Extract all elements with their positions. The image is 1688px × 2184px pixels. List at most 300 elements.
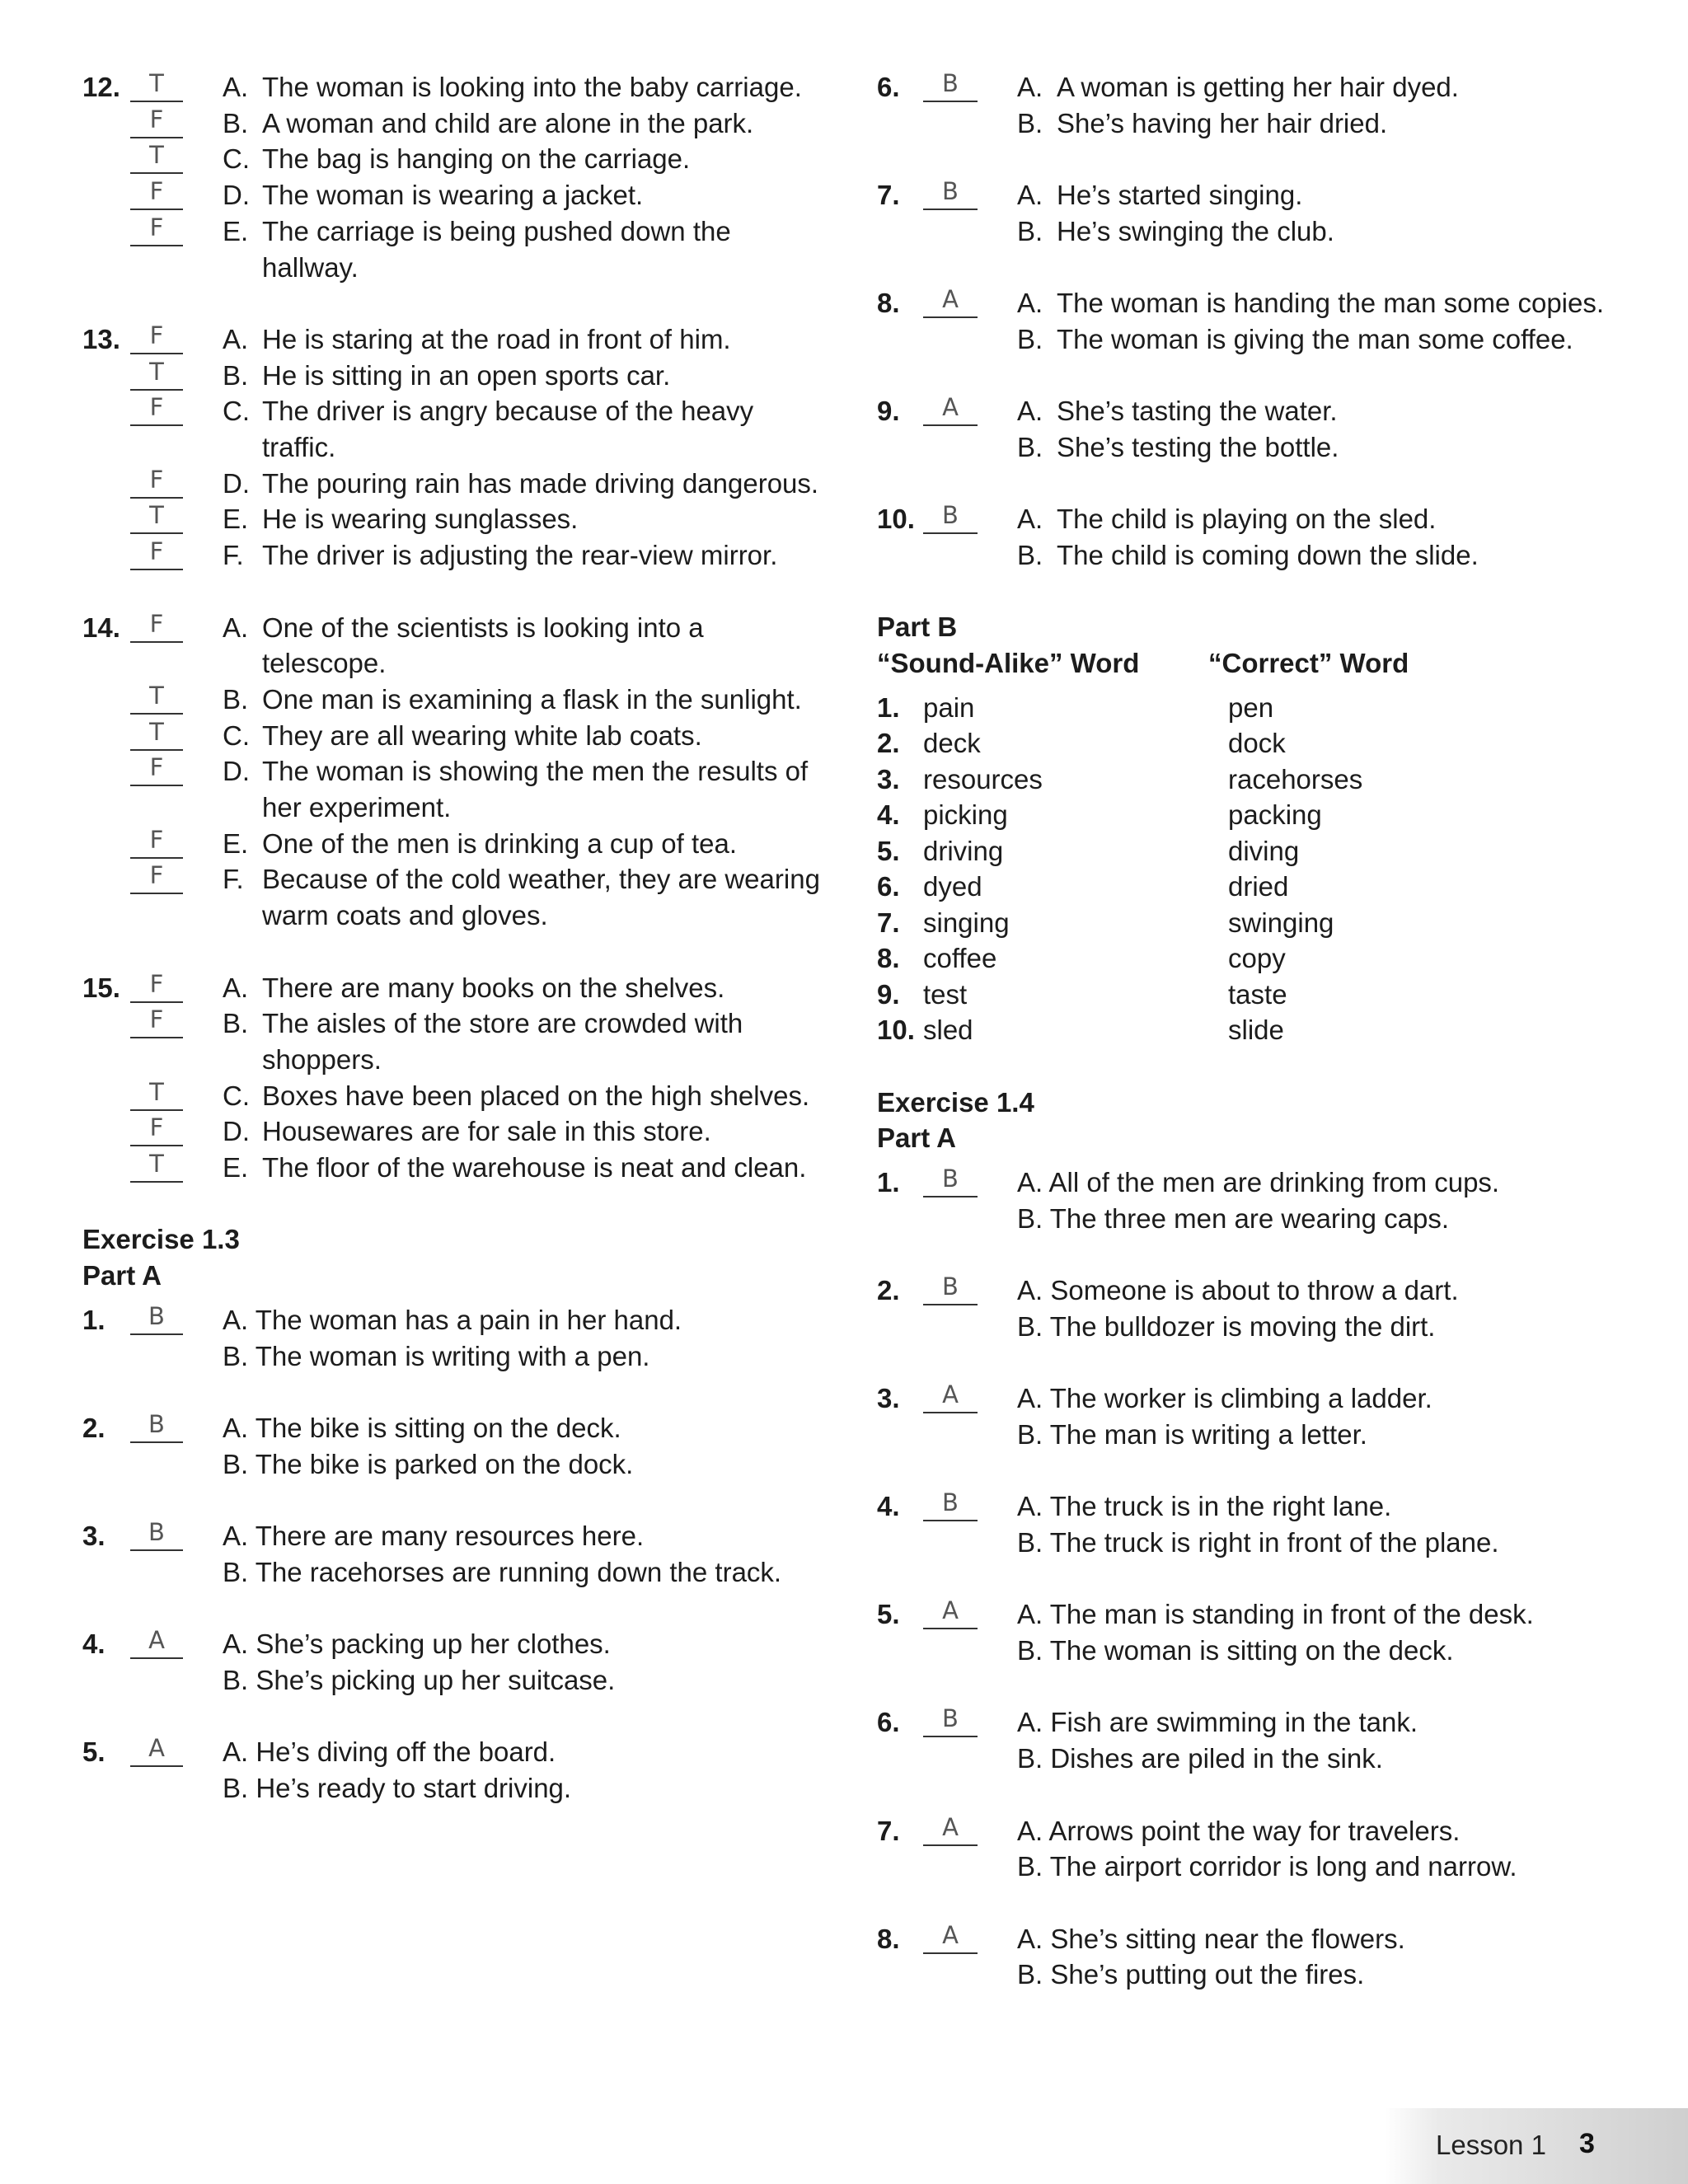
sound-alike-word: driving xyxy=(923,835,1004,866)
question-number: 4. xyxy=(877,1491,900,1522)
answer-blank: F xyxy=(130,393,183,426)
row-number: 1. xyxy=(877,691,900,723)
table-row xyxy=(877,833,1652,869)
option xyxy=(1017,69,1652,105)
option-row xyxy=(877,429,1652,466)
statement-text: Boxes have been placed on the high shelves. xyxy=(262,1080,810,1111)
statement xyxy=(223,1113,824,1150)
statement-text: The carriage is being pushed down the hallway. xyxy=(262,215,731,283)
statement-text: He is sitting in an open sports car. xyxy=(262,359,671,391)
option-letter: B. xyxy=(1017,540,1043,571)
option-row xyxy=(877,1488,1652,1525)
option-letter: A. xyxy=(1017,504,1043,535)
table-row xyxy=(877,1012,1652,1048)
question-number: 3. xyxy=(82,1521,106,1552)
option-row xyxy=(877,1165,1652,1201)
option xyxy=(1017,177,1652,213)
statement xyxy=(223,682,824,718)
option-row xyxy=(82,1734,824,1770)
option xyxy=(1017,1813,1652,1849)
question-block xyxy=(877,285,1652,357)
table-row xyxy=(877,869,1652,905)
correct-word: pen xyxy=(1228,691,1274,723)
answer-row xyxy=(82,1005,824,1077)
option-text: B. The truck is right in front of the plane. xyxy=(1017,1526,1499,1558)
answer-row xyxy=(82,69,824,105)
option-text: B. She’s putting out the fires. xyxy=(1017,1959,1365,1990)
option-letter: B. xyxy=(1017,215,1043,246)
statement-text: They are all wearing white lab coats. xyxy=(262,719,702,751)
row-number: 4. xyxy=(877,799,900,831)
answer-blank: A xyxy=(923,393,978,426)
statement xyxy=(223,466,824,502)
question-block xyxy=(877,1488,1652,1560)
option xyxy=(1017,1488,1652,1525)
option-row xyxy=(877,1309,1652,1345)
option-row xyxy=(877,1633,1652,1669)
answer-row xyxy=(82,321,824,358)
option-text: B. She’s picking up her suitcase. xyxy=(223,1664,616,1695)
row-number: 2. xyxy=(877,728,900,759)
answer-row xyxy=(82,610,824,682)
answer-row xyxy=(82,1113,824,1150)
option-row xyxy=(82,1302,824,1338)
option xyxy=(223,1626,824,1662)
statement xyxy=(223,141,824,177)
sound-alike-word: singing xyxy=(923,907,1010,938)
answer-row xyxy=(82,682,824,718)
option-row xyxy=(877,1417,1652,1453)
question-block xyxy=(82,1518,824,1590)
option xyxy=(1017,1309,1652,1345)
correct-word: racehorses xyxy=(1228,763,1363,794)
statement-text: The woman is wearing a jacket. xyxy=(262,180,644,211)
option-row xyxy=(877,393,1652,429)
answer-row xyxy=(82,213,824,285)
question-number: 6. xyxy=(877,72,900,102)
option-row xyxy=(82,1446,824,1483)
option xyxy=(1017,429,1652,466)
statement xyxy=(223,537,824,574)
question-block xyxy=(877,1272,1652,1344)
option-row xyxy=(877,69,1652,105)
option-row xyxy=(877,285,1652,321)
part-b-header xyxy=(877,645,1652,682)
answer-blank: F xyxy=(130,321,183,354)
option-text: A. There are many resources here. xyxy=(223,1521,645,1552)
question-number: 15. xyxy=(82,972,120,1003)
option-row xyxy=(877,501,1652,537)
sound-alike-word: coffee xyxy=(923,943,997,974)
question-number: 9. xyxy=(877,396,900,427)
option xyxy=(223,1446,824,1483)
question-block xyxy=(877,393,1652,465)
option-letter: D. xyxy=(223,1116,250,1147)
option xyxy=(1017,393,1652,429)
option-row xyxy=(877,1380,1652,1417)
option-letter: D. xyxy=(223,180,250,211)
answer-row xyxy=(82,1078,824,1114)
option-text: A. Fish are swimming in the tank. xyxy=(1017,1707,1418,1738)
correct-word: slide xyxy=(1228,1015,1284,1046)
option-text: B. The bulldozer is moving the dirt. xyxy=(1017,1310,1436,1342)
option xyxy=(1017,1380,1652,1417)
question-block xyxy=(82,1410,824,1482)
option-letter: E. xyxy=(223,1152,249,1183)
answer-row xyxy=(82,358,824,394)
correct-word: copy xyxy=(1228,943,1286,974)
statement xyxy=(223,826,824,862)
answer-row xyxy=(82,826,824,862)
option xyxy=(1017,537,1652,574)
option-row xyxy=(82,1662,824,1699)
correct-word: swinging xyxy=(1228,907,1334,938)
statement-text: Housewares are for sale in this store. xyxy=(262,1116,711,1147)
statement-text: The driver is angry because of the heavy traffic. xyxy=(262,396,754,463)
sound-alike-word: pain xyxy=(923,691,975,723)
answer-row xyxy=(82,177,824,213)
option xyxy=(223,1410,824,1446)
option-letter: A. xyxy=(1017,72,1043,102)
option xyxy=(1017,1633,1652,1669)
statement-text: The driver is adjusting the rear-view mirror. xyxy=(262,540,778,571)
statement-text: Because of the cold weather, they are wearing warm coats and gloves. xyxy=(262,864,820,931)
table-row xyxy=(877,762,1652,798)
statement-text: There are many books on the shelves. xyxy=(262,972,725,1003)
option-letter: A. xyxy=(223,972,249,1003)
exercise-1-3-title: Exercise 1.3 xyxy=(82,1224,240,1255)
option xyxy=(223,1734,824,1770)
answer-blank: A xyxy=(923,1813,978,1846)
option xyxy=(1017,285,1652,321)
answer-blank: A xyxy=(923,285,978,318)
statement xyxy=(223,1005,824,1077)
option-letter: B. xyxy=(1017,323,1043,354)
option-row xyxy=(877,1849,1652,1885)
option xyxy=(223,1302,824,1338)
page-number: 3 xyxy=(1579,2128,1595,2159)
question-block xyxy=(877,177,1652,249)
answer-blank: B xyxy=(923,69,978,102)
right-column xyxy=(877,69,1652,1993)
option-row xyxy=(877,321,1652,358)
option-letter: A. xyxy=(1017,180,1043,211)
option-text: He’s swinging the club. xyxy=(1057,215,1334,246)
statement xyxy=(223,177,824,213)
option-letter: E. xyxy=(223,504,249,535)
statement-text: One of the men is drinking a cup of tea. xyxy=(262,827,738,859)
option-text: B. The bike is parked on the dock. xyxy=(223,1448,634,1479)
option-letter: B. xyxy=(223,107,249,138)
question-block xyxy=(877,1596,1652,1668)
row-number: 3. xyxy=(877,763,900,794)
question-block xyxy=(877,1165,1652,1236)
option-row xyxy=(82,1518,824,1554)
answer-row xyxy=(82,1150,824,1186)
answer-row xyxy=(82,537,824,574)
question-block xyxy=(877,1380,1652,1452)
row-number: 6. xyxy=(877,871,900,902)
option xyxy=(1017,105,1652,142)
option-text: A. He’s diving off the board. xyxy=(223,1736,556,1768)
option-letter: C. xyxy=(223,143,250,175)
answer-row xyxy=(82,718,824,754)
answer-blank: A xyxy=(923,1596,978,1629)
option xyxy=(1017,321,1652,358)
answer-blank: F xyxy=(130,826,183,859)
part-b-title: Part B xyxy=(877,612,958,643)
answer-blank: A xyxy=(130,1734,183,1767)
answer-row xyxy=(82,970,824,1006)
option-row xyxy=(877,1741,1652,1777)
option-letter: B. xyxy=(1017,431,1043,462)
statement-text: One of the scientists is looking into a telescope. xyxy=(262,612,704,679)
answer-blank: F xyxy=(130,105,183,138)
option-text: She’s testing the bottle. xyxy=(1057,431,1339,462)
sound-alike-word: resources xyxy=(923,763,1043,794)
row-number: 8. xyxy=(877,943,900,974)
statement xyxy=(223,358,824,394)
answer-row xyxy=(82,105,824,142)
answer-blank: F xyxy=(130,537,183,570)
question-block xyxy=(877,1921,1652,1993)
answer-blank: B xyxy=(923,501,978,534)
option-letter: A. xyxy=(223,612,249,643)
option-row xyxy=(82,1626,824,1662)
option-text: She’s having her hair dried. xyxy=(1057,107,1388,138)
option-row xyxy=(877,1272,1652,1309)
statement-text: He is wearing sunglasses. xyxy=(262,504,579,535)
option-text: A. She’s packing up her clothes. xyxy=(223,1629,611,1660)
option-text: B. He’s ready to start driving. xyxy=(223,1772,572,1803)
correct-word-header: “Correct” Word xyxy=(1208,648,1409,679)
question-number: 1. xyxy=(82,1304,106,1335)
correct-word: packing xyxy=(1228,799,1322,831)
statement xyxy=(223,970,824,1006)
option xyxy=(1017,1272,1652,1309)
question-block xyxy=(877,1813,1652,1885)
lesson-label: Lesson 1 xyxy=(1436,2130,1546,2160)
option-letter: F. xyxy=(223,540,244,571)
sound-alike-word: dyed xyxy=(923,871,982,902)
answer-blank: T xyxy=(130,1150,183,1183)
answer-blank: T xyxy=(130,69,183,102)
answer-blank: F xyxy=(130,861,183,894)
row-number: 7. xyxy=(877,907,900,938)
option-text: A. The woman has a pain in her hand. xyxy=(223,1304,682,1335)
true-false-section xyxy=(82,69,824,1186)
option xyxy=(1017,1165,1652,1201)
option-row xyxy=(82,1410,824,1446)
ab-questions-section xyxy=(877,69,1652,574)
table-row xyxy=(877,725,1652,762)
option-text: A. All of the men are drinking from cups. xyxy=(1017,1166,1500,1197)
answer-row xyxy=(82,861,824,933)
option xyxy=(223,1338,824,1375)
statement xyxy=(223,753,824,825)
row-number: 10. xyxy=(877,1015,915,1046)
question-number: 8. xyxy=(877,1923,900,1954)
option-row xyxy=(877,1704,1652,1741)
statement-text: The woman is looking into the baby carriage. xyxy=(262,72,802,102)
option-row xyxy=(877,213,1652,250)
exercise-1-3-questions xyxy=(82,1302,824,1807)
option-letter: A. xyxy=(1017,396,1043,427)
option-row xyxy=(82,1554,824,1591)
option-row xyxy=(82,1770,824,1807)
option xyxy=(1017,1704,1652,1741)
statement-text: The bag is hanging on the carriage. xyxy=(262,143,691,175)
option-text: A. The bike is sitting on the deck. xyxy=(223,1412,621,1443)
answer-blank: T xyxy=(130,1078,183,1111)
sound-alike-header: “Sound-Alike” Word xyxy=(877,648,1140,679)
answer-row xyxy=(82,501,824,537)
answer-row xyxy=(82,393,824,465)
sound-alike-word: test xyxy=(923,978,968,1010)
option-row xyxy=(877,1813,1652,1849)
option-letter: F. xyxy=(223,864,244,895)
answer-blank: F xyxy=(130,466,183,499)
statement xyxy=(223,393,824,465)
answer-blank: T xyxy=(130,682,183,715)
page-footer xyxy=(1385,2108,1688,2184)
option-letter: E. xyxy=(223,215,249,246)
answer-row xyxy=(82,753,824,825)
option-text: The woman is handing the man some copies. xyxy=(1057,288,1605,319)
option-letter: B. xyxy=(1017,107,1043,138)
option xyxy=(1017,1921,1652,1957)
option xyxy=(1017,1417,1652,1453)
question-block xyxy=(82,1302,824,1374)
statement xyxy=(223,105,824,142)
correct-word: dock xyxy=(1228,728,1286,759)
option xyxy=(1017,1849,1652,1885)
answer-blank: B xyxy=(130,1410,183,1443)
question-block xyxy=(877,1704,1652,1776)
exercise-1-4-part-a: Part A xyxy=(877,1122,956,1154)
answer-blank: F xyxy=(130,753,183,786)
answer-blank: T xyxy=(130,358,183,391)
answer-blank: F xyxy=(130,1113,183,1146)
answer-blank: B xyxy=(923,1488,978,1521)
statement xyxy=(223,718,824,754)
row-number: 5. xyxy=(877,835,900,866)
answer-blank: F xyxy=(130,213,183,246)
answer-blank: B xyxy=(130,1302,183,1335)
option xyxy=(1017,1957,1652,1993)
option-row xyxy=(877,1957,1652,1993)
question-number: 6. xyxy=(877,1707,900,1738)
option-text: A. The man is standing in front of the desk. xyxy=(1017,1599,1534,1630)
answer-blank: T xyxy=(130,501,183,534)
question-number: 14. xyxy=(82,612,120,643)
question-block xyxy=(82,321,824,574)
option-text: The child is coming down the slide. xyxy=(1057,540,1479,571)
option-letter: B. xyxy=(223,683,249,715)
option-letter: A. xyxy=(223,323,249,354)
option xyxy=(1017,213,1652,250)
statement xyxy=(223,501,824,537)
option-text: B. Dishes are piled in the sink. xyxy=(1017,1743,1383,1774)
statement xyxy=(223,1150,824,1186)
option-text: B. The racehorses are running down the track. xyxy=(223,1556,782,1587)
answer-blank: F xyxy=(130,177,183,210)
option-letter: C. xyxy=(223,396,250,427)
question-block xyxy=(82,970,824,1186)
question-block xyxy=(877,69,1652,141)
question-number: 12. xyxy=(82,72,120,102)
option-text: A. Someone is about to throw a dart. xyxy=(1017,1275,1459,1306)
option-text: A woman is getting her hair dyed. xyxy=(1057,72,1459,102)
answer-blank: A xyxy=(923,1380,978,1413)
question-number: 1. xyxy=(877,1166,900,1197)
statement xyxy=(223,1078,824,1114)
statement xyxy=(223,321,824,358)
sound-alike-table xyxy=(877,690,1652,1048)
option xyxy=(223,1770,824,1807)
sound-alike-word: picking xyxy=(923,799,1008,831)
option-letter: D. xyxy=(223,467,250,499)
question-number: 7. xyxy=(877,1815,900,1846)
question-block xyxy=(82,69,824,285)
option-letter: C. xyxy=(223,719,250,751)
table-row xyxy=(877,905,1652,941)
option-row xyxy=(877,1201,1652,1237)
answer-blank: T xyxy=(130,141,183,174)
question-number: 5. xyxy=(877,1599,900,1630)
question-number: 7. xyxy=(877,180,900,211)
option-row xyxy=(877,1525,1652,1561)
option xyxy=(1017,1596,1652,1633)
answer-row xyxy=(82,466,824,502)
option-text: B. The woman is writing with a pen. xyxy=(223,1340,650,1371)
statement xyxy=(223,861,824,933)
option-letter: B. xyxy=(223,1008,249,1039)
correct-word: taste xyxy=(1228,978,1287,1010)
option-row xyxy=(877,537,1652,574)
option-row xyxy=(877,177,1652,213)
table-row xyxy=(877,940,1652,977)
option-text: B. The airport corridor is long and narrow. xyxy=(1017,1851,1517,1882)
question-number: 8. xyxy=(877,288,900,319)
option-row xyxy=(877,1921,1652,1957)
question-block xyxy=(82,610,824,934)
option-text: A. The truck is in the right lane. xyxy=(1017,1491,1392,1522)
statement-text: The aisles of the store are crowded with shoppers. xyxy=(262,1008,743,1075)
question-number: 3. xyxy=(877,1383,900,1414)
statement-text: The woman is showing the men the results of her experiment. xyxy=(262,756,809,823)
correct-word: dried xyxy=(1228,871,1289,902)
question-number: 4. xyxy=(82,1629,106,1660)
answer-blank: B xyxy=(923,177,978,210)
statement-text: One man is examining a flask in the sunlight. xyxy=(262,683,802,715)
option-row xyxy=(877,105,1652,142)
option-text: The woman is giving the man some coffee. xyxy=(1057,323,1573,354)
option xyxy=(1017,501,1652,537)
answer-blank: F xyxy=(130,1005,183,1038)
option-row xyxy=(82,1338,824,1375)
question-block xyxy=(82,1626,824,1698)
question-number: 10. xyxy=(877,504,915,535)
left-column xyxy=(82,69,824,1807)
option-text: B. The three men are wearing caps. xyxy=(1017,1202,1450,1234)
question-block xyxy=(82,1734,824,1806)
statement-text: The pouring rain has made driving dangerous. xyxy=(262,467,819,499)
answer-row xyxy=(82,141,824,177)
option-letter: B. xyxy=(223,359,249,391)
statement xyxy=(223,69,824,105)
statement-text: A woman and child are alone in the park. xyxy=(262,107,754,138)
